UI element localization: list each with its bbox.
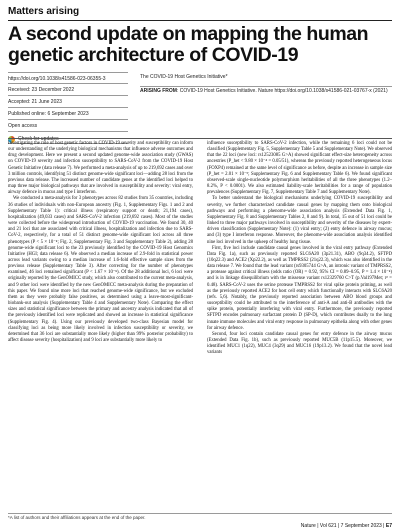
body-paragraph: influence susceptibility to SARS-CoV-2 infection, while the remaining 6 loci could not be classified (Supplementary Fig. 5, Supplementary Table 5 and Supplementary Note). We observed that the 22 loci (new loci: rs12523085 G>A) showed significant effect-size heterogeneity across ancestries (P_het < 9.80 × 10⁻⁴ = 0.05/51), whereas the previously reported heterogeneous locus (FOXP4) remained at the same level of significance as before, despite an increase in sample size (P_het = 2.01 × 10⁻⁵; Supplementary Fig. 6 and Supplementary Table 6). We found significant observed-scale single-nucleotide polymorphism heritabilities of all the three phenotypes (1.2–8.2%, P < 0.0001). We also estimated liability-scale heritabilities for a range of population prevalences (Supplementary Fig. 7, Supplementary Table 7 and Supplementary Note). <box>207 141 392 196</box>
journal-name: Nature <box>300 523 316 529</box>
author-divider <box>140 86 392 87</box>
body-divider <box>8 138 392 139</box>
doi-link[interactable]: https://doi.org/10.1038/s41586-023-06355-3 <box>8 72 128 84</box>
article-type-label: Matters arising <box>8 6 80 17</box>
published-date: Published online: 6 September 2023 <box>8 108 128 120</box>
arising-from-reference[interactable]: COVID-19 Host Genetics Initiative. Nature https://doi.org/10.1038/s41586-021-03767-x (2021) <box>179 88 388 94</box>
body-paragraph: First, five loci include candidate causal genes involved in the viral entry pathway (Extended Data Fig. 1a), such as previously reported SLC6A20 (3p21.31), ABO (9q34.2), SFTPD (10q22.3) and ACE2 (Xp22.2), as well as TMPRSS2 (21q22.3), which was also identified in the data release 7. We found that the lead variant (rs9305744 G>A, an intronic variant of TMPRSS2, a protease against critical illness (odds ratio (OR) = 0.92, 95% CI = 0.89–0.95, P = 1.4 × 10⁻⁸) and is in linkage disequilibrium with the missense variant rs12329760 C>T (p.Val197Met; r² = 0.48). SARS-CoV-2 uses the serine protease TMPRSS2 for viral spike protein priming, as well as the previously reported ACE2 for host cell entry which functionally interacts with SLC6A20 (refs. 5,6). Notably, the previously reported association between ABO blood groups and susceptibility could be attributed to the interference of anti-A and anti-B antibodies with the spike protein, potentially interfering with viral entry. Furthermore, the previously reported SFTPD encodes pulmonary surfactant protein D (SP-D), which contributes dually to the lung innate immune molecules and viral entry response in pulmonary epithelia along with other genes for airway defence. <box>207 245 392 331</box>
volume-issue: Vol 621 <box>319 523 337 529</box>
header-divider <box>8 20 392 21</box>
arising-from-note: ARISING FROM: COVID-19 Host Genetics Initiative. Nature https://doi.org/10.1038/s41586-021-03767-x (2021) <box>140 88 388 94</box>
author-footnote: *A list of authors and their affiliations appears at the end of the paper. <box>8 515 146 520</box>
author-consortium: The COVID-19 Host Genetics Initiative* <box>140 74 228 80</box>
body-paragraph: Investigating the role of host genetic factors in COVID-19 severity and susceptibility can inform our understanding of the underlying biological mechanisms that influence adverse outcomes and drug development. Here we present a second updated genome-wide association study (GWAS) on COVID-19 severity and infection susceptibility to SARS-CoV-2 from the COVID-19 Host Genetic Initiative (data release 7). We performed a meta-analysis of up to 219,692 cases and over 3 million controls, identifying 51 distinct genome-wide significant loci—adding 28 loci from the previous data release. The increased number of candidate genes at the identified loci helped to map three major biological pathways that are involved in susceptibility and severity: viral entry, airway defence in mucus and type I interferon. <box>8 141 193 196</box>
body-column-left <box>8 141 193 344</box>
open-access-label: Open access <box>8 120 128 132</box>
body-paragraph: To better understand the biological mechanisms underlying COVID-19 susceptibility and severity, we further characterized candidate causal genes by mapping them onto biological pathways and performing a phenome-wide association analysis (Extended Data Fig. 1, Supplementary Fig. 8 and Supplementary Tables 2, 8 and 9). In total, 15 out of 51 loci could be linked to three major pathways involved in susceptibility and severity of the diseases by expert-driven classification (Supplementary Note): (1) viral entry; (2) entry defence in airway mucus; and (3) type I interferon response. Moreover, the phenome-wide association analysis identified nine loci involved in the upkeep of healthy lung tissue. <box>207 196 392 245</box>
body-paragraph: We conducted a meta-analysis for 3 phenotypes across 82 studies from 35 countries, including 36 studies of individuals with non-European ancestry (Fig. 1, Supplementary Figs. 1 and 2 and Supplementary Table 1): critical illness (respiratory support or death; 21,194 cases), hospitalization (49,033 cases) and SARS-CoV-2 infection (219,692 cases). Most of the studies were collected before the widespread introduction of COVID-19 vaccination. We found 30, 40 and 21 loci that are associated with critical illness, hospitalization and infection due to SARS-CoV-2, respectively, for a total of 51 distinct genome-wide significant loci across all three phenotypes (P < 5 × 10⁻⁸; Fig. 2, Supplementary Fig. 3 and Supplementary Table 2), adding 28 genome-wide significant loci to the 23 previously identified by the COVID-19 Host Genomics Initiative (HGI; data release 6). We observed a median increase of 2.9-fold in statistical power across lead variants owing to a median increase of 1.6-fold effective sample sizes from the previous release (Supplementary Table 3). After correcting for the number of phenotypes examined, 46 loci remained significant (P < 1.67 × 10⁻⁸). Of the 28 additional loci, 6 loci were originally reported by the GenOMICC study, which also contributed to the current meta-analysis, and 9 other loci were identified by the new GenOMICC meta-analysis during the preparation of this paper. We found nine more loci that reached genome-wide significance, but we excluded them as they were probably false positives, as determined using a leave-most-significant-biobank-out analysis (Supplementary Table 4 and Supplementary Note). Comparing the effect sizes and statistical significance between the primary and ancestry analysis indicated that all of the previously identified loci were replicated and showed an increase in statistical significance (Supplementary Fig. 4). Using our previously developed two-class Bayesian model for classifying loci as being more likely involved in infection susceptibility or severity, we determined that 36 loci are substantially more likely (higher than 99% posterior probability) to affect disease severity (hospitalization) and 9 loci are substantially more likely to <box>8 196 193 343</box>
body-column-right <box>207 141 392 356</box>
check-updates-label: Check for updates <box>18 135 59 142</box>
body-paragraph: Second, four loci contain candidate causal genes for entry defence in the airway mucus (Extended Data Fig. 1b), such as previously reported MUC5B (11p15.5). Moreover, we identified MUC1 (1q22), MUC4 (3q29) and MUC16 (19p13.2). We found that the novel lead variants <box>207 331 392 356</box>
article-metadata <box>8 72 128 144</box>
issue-date: 7 September 2023 <box>340 523 382 529</box>
footnote-divider <box>8 513 392 514</box>
received-date: Received: 23 December 2022 <box>8 84 128 96</box>
accepted-date: Accepted: 21 June 2023 <box>8 96 128 108</box>
page-footer: Nature | Vol 621 | 7 September 2023 | E7 <box>300 523 392 529</box>
article-title: A second update on mapping the human genetic architecture of COVID-19 <box>8 23 369 66</box>
page-number: E7 <box>385 523 392 529</box>
arising-from-label: ARISING FROM <box>140 88 177 94</box>
